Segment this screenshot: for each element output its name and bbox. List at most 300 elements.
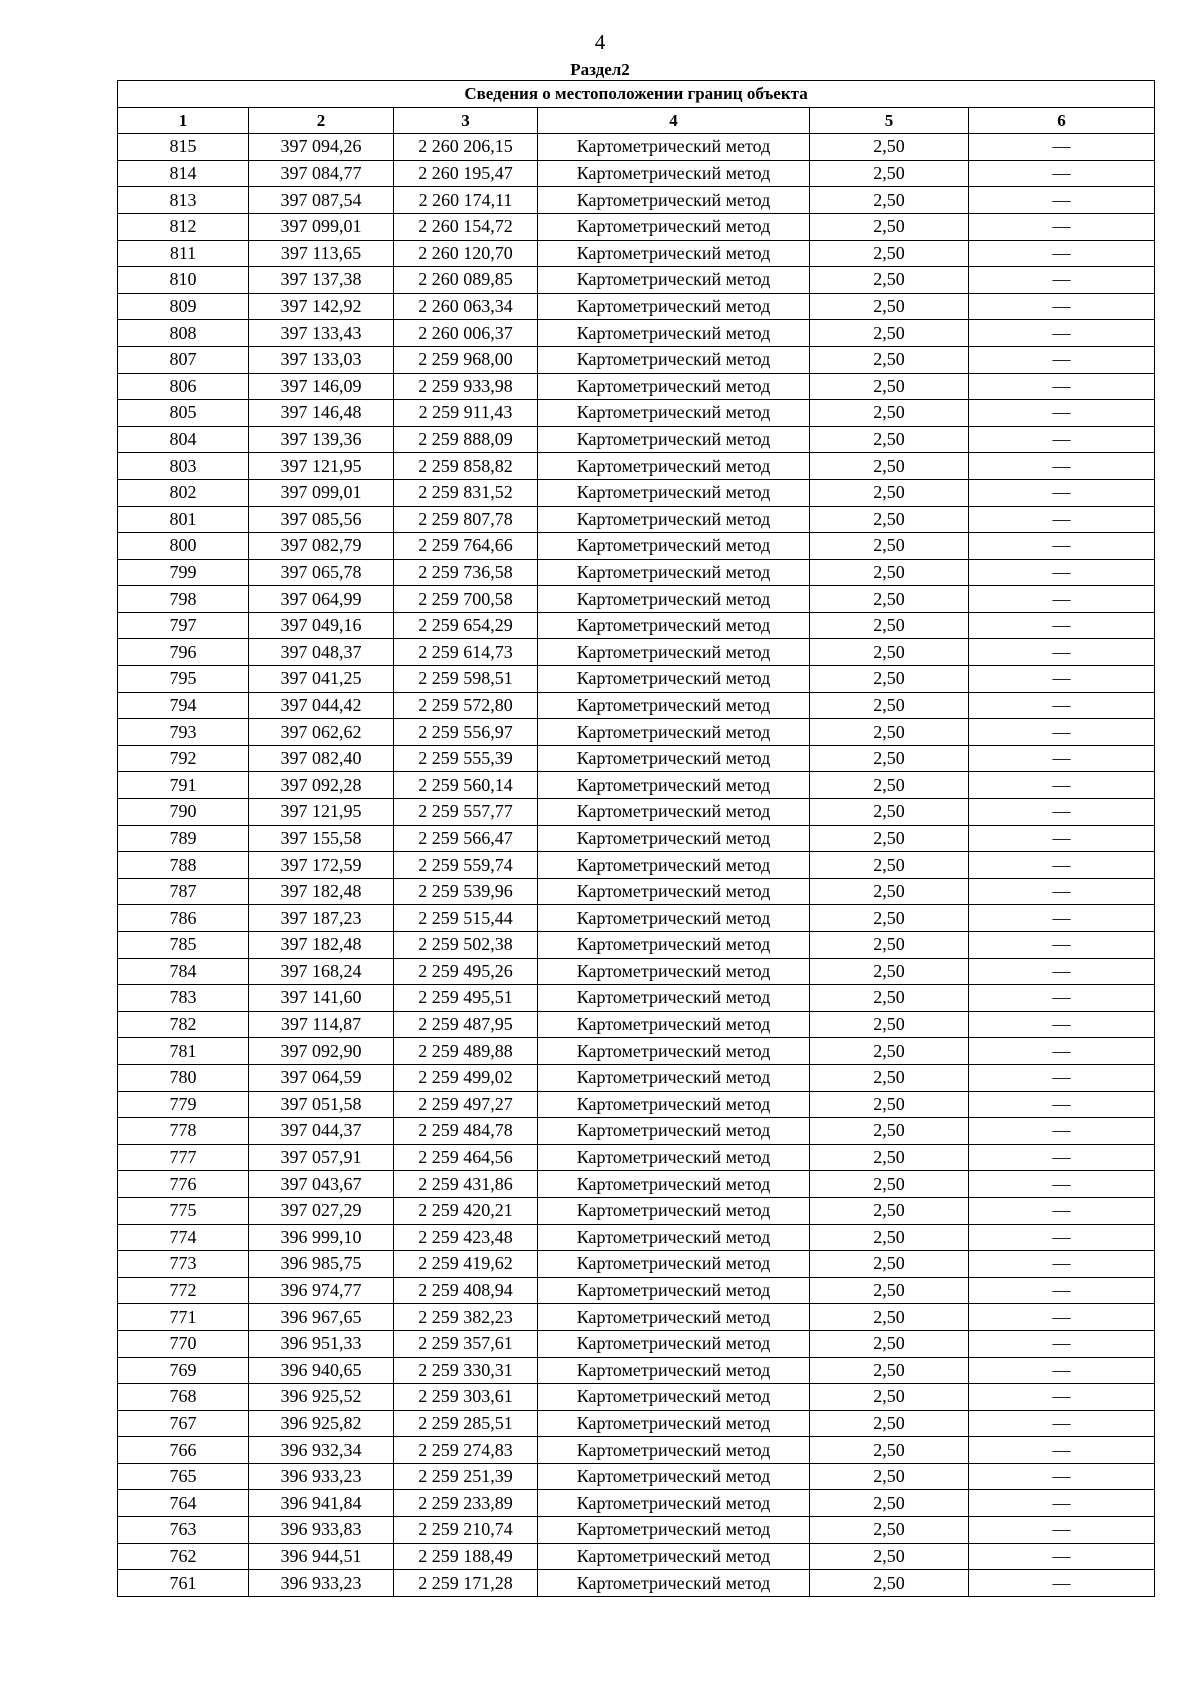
table-cell: —	[969, 1064, 1155, 1091]
table-cell: —	[969, 1171, 1155, 1198]
table-cell: 2 259 566,47	[394, 825, 538, 852]
table-cell: 2 259 502,38	[394, 932, 538, 959]
table-cell: —	[969, 692, 1155, 719]
table-cell: 2,50	[810, 1038, 969, 1065]
table-cell: 2 260 063,34	[394, 293, 538, 320]
table-cell: 397 044,42	[249, 692, 394, 719]
table-cell: 794	[118, 692, 249, 719]
table-cell: —	[969, 932, 1155, 959]
table-cell: 397 099,01	[249, 479, 394, 506]
table-cell: Картометрический метод	[538, 506, 810, 533]
table-cell: Картометрический метод	[538, 1118, 810, 1145]
table-cell: 396 967,65	[249, 1304, 394, 1331]
section-label: Раздел2	[570, 60, 630, 79]
table-cell: 397 133,03	[249, 346, 394, 373]
table-cell: 2 259 233,89	[394, 1490, 538, 1517]
table-cell: 396 985,75	[249, 1251, 394, 1278]
table-cell: —	[969, 240, 1155, 267]
table-cell: 396 933,23	[249, 1463, 394, 1490]
table-row	[118, 533, 1155, 560]
table-cell: 397 182,48	[249, 932, 394, 959]
table-cell: —	[969, 1277, 1155, 1304]
table-cell: 2,50	[810, 240, 969, 267]
page-number: 4	[594, 30, 606, 54]
table-cell: 396 951,33	[249, 1330, 394, 1357]
table-cell: 2 259 420,21	[394, 1197, 538, 1224]
table-cell: 396 999,10	[249, 1224, 394, 1251]
table-cell: Картометрический метод	[538, 1277, 810, 1304]
table-cell: —	[969, 506, 1155, 533]
table-cell: —	[969, 267, 1155, 294]
table-cell: 397 182,48	[249, 878, 394, 905]
table-cell: —	[969, 1251, 1155, 1278]
table-cell: 2,50	[810, 958, 969, 985]
table-row	[118, 1463, 1155, 1490]
table-cell: 2,50	[810, 905, 969, 932]
table-cell: Картометрический метод	[538, 1038, 810, 1065]
table-cell: 397 057,91	[249, 1144, 394, 1171]
table-cell: —	[969, 1490, 1155, 1517]
table-cell: 2 259 499,02	[394, 1064, 538, 1091]
table-cell: Картометрический метод	[538, 586, 810, 613]
table-cell: 2,50	[810, 639, 969, 666]
table-row	[118, 187, 1155, 214]
table-cell: 2,50	[810, 1410, 969, 1437]
table-cell: —	[969, 1304, 1155, 1331]
table-cell: 2 259 464,56	[394, 1144, 538, 1171]
table-row	[118, 1384, 1155, 1411]
table-row	[118, 1490, 1155, 1517]
table-cell: —	[969, 320, 1155, 347]
table-cell: Картометрический метод	[538, 1171, 810, 1198]
table-cell: 2,50	[810, 666, 969, 693]
table-cell: 2 259 559,74	[394, 852, 538, 879]
table-cell: —	[969, 346, 1155, 373]
table-cell: —	[969, 1437, 1155, 1464]
table-cell: 2,50	[810, 719, 969, 746]
table-cell: 2 259 654,29	[394, 612, 538, 639]
table-cell: 2 259 807,78	[394, 506, 538, 533]
boundary-coordinates-table	[117, 80, 1155, 1597]
table-cell: 397 099,01	[249, 213, 394, 240]
table-cell: 397 114,87	[249, 1011, 394, 1038]
table-cell: Картометрический метод	[538, 1410, 810, 1437]
table-cell: 2 259 171,28	[394, 1570, 538, 1597]
table-cell: —	[969, 1384, 1155, 1411]
table-cell: Картометрический метод	[538, 1570, 810, 1597]
table-cell: Картометрический метод	[538, 1064, 810, 1091]
table-cell: 2 259 911,43	[394, 400, 538, 427]
table-cell: Картометрический метод	[538, 1330, 810, 1357]
table-cell: —	[969, 1224, 1155, 1251]
table-cell: 397 133,43	[249, 320, 394, 347]
table-cell: —	[969, 293, 1155, 320]
table-cell: Картометрический метод	[538, 612, 810, 639]
table-cell: —	[969, 400, 1155, 427]
table-cell: 805	[118, 400, 249, 427]
table-cell: 2 259 614,73	[394, 639, 538, 666]
table-cell: —	[969, 958, 1155, 985]
table-cell: 2,50	[810, 426, 969, 453]
table-cell: 2 260 120,70	[394, 240, 538, 267]
table-cell: —	[969, 1357, 1155, 1384]
table-cell: 803	[118, 453, 249, 480]
table-cell: 2,50	[810, 1463, 969, 1490]
table-cell: 2 260 174,11	[394, 187, 538, 214]
table-cell: 2 259 489,88	[394, 1038, 538, 1065]
table-cell: 2 260 195,47	[394, 160, 538, 187]
table-cell: 397 049,16	[249, 612, 394, 639]
table-cell: —	[969, 1011, 1155, 1038]
table-row	[118, 267, 1155, 294]
table-row	[118, 958, 1155, 985]
table-cell: Картометрический метод	[538, 1011, 810, 1038]
table-cell: —	[969, 1038, 1155, 1065]
table-cell: 2 259 495,26	[394, 958, 538, 985]
table-cell: 2 259 431,86	[394, 1171, 538, 1198]
table-cell: 2,50	[810, 586, 969, 613]
table-cell: 802	[118, 479, 249, 506]
table-cell: Картометрический метод	[538, 905, 810, 932]
table-cell: 396 941,84	[249, 1490, 394, 1517]
table-row	[118, 1437, 1155, 1464]
table-row	[118, 240, 1155, 267]
table-cell: 2,50	[810, 453, 969, 480]
table-cell: 396 940,65	[249, 1357, 394, 1384]
table-cell: 396 974,77	[249, 1277, 394, 1304]
table-row	[118, 1304, 1155, 1331]
table-cell: Картометрический метод	[538, 1517, 810, 1544]
table-cell: 2,50	[810, 1064, 969, 1091]
table-cell: 2,50	[810, 1197, 969, 1224]
table-cell: 2,50	[810, 346, 969, 373]
table-cell: 2,50	[810, 1011, 969, 1038]
table-cell: Картометрический метод	[538, 719, 810, 746]
table-cell: 2 260 089,85	[394, 267, 538, 294]
table-cell: —	[969, 852, 1155, 879]
table-cell: Картометрический метод	[538, 958, 810, 985]
table-row	[118, 1570, 1155, 1597]
table-cell: Картометрический метод	[538, 666, 810, 693]
table-cell: Картометрический метод	[538, 692, 810, 719]
table-cell: 397 041,25	[249, 666, 394, 693]
table-cell: 2 259 330,31	[394, 1357, 538, 1384]
table-cell: 2 259 736,58	[394, 559, 538, 586]
table-cell: —	[969, 479, 1155, 506]
table-cell: 2,50	[810, 932, 969, 959]
table-cell: 397 064,59	[249, 1064, 394, 1091]
table-cell: 397 084,77	[249, 160, 394, 187]
table-cell: 396 932,34	[249, 1437, 394, 1464]
table-cell: 397 155,58	[249, 825, 394, 852]
table-cell: Картометрический метод	[538, 479, 810, 506]
table-cell: Картометрический метод	[538, 825, 810, 852]
table-cell: 789	[118, 825, 249, 852]
table-cell: 2 259 888,09	[394, 426, 538, 453]
table-cell: —	[969, 1091, 1155, 1118]
table-cell: Картометрический метод	[538, 1384, 810, 1411]
table-cell: 2 259 556,97	[394, 719, 538, 746]
table-cell: 396 944,51	[249, 1543, 394, 1570]
table-cell: 2 259 539,96	[394, 878, 538, 905]
table-row	[118, 878, 1155, 905]
table-cell: 2 259 495,51	[394, 985, 538, 1012]
table-row	[118, 320, 1155, 347]
table-cell: 761	[118, 1570, 249, 1597]
table-row	[118, 1038, 1155, 1065]
table-cell: —	[969, 213, 1155, 240]
table-cell: 2 259 700,58	[394, 586, 538, 613]
table-cell: 2 259 419,62	[394, 1251, 538, 1278]
table-row	[118, 932, 1155, 959]
table-cell: —	[969, 639, 1155, 666]
table-cell: 811	[118, 240, 249, 267]
table-cell: —	[969, 799, 1155, 826]
table-cell: 397 137,38	[249, 267, 394, 294]
table-cell: —	[969, 160, 1155, 187]
table-cell: 2 259 303,61	[394, 1384, 538, 1411]
table-cell: 762	[118, 1543, 249, 1570]
table-cell: 787	[118, 878, 249, 905]
table-cell: 809	[118, 293, 249, 320]
table-cell: 796	[118, 639, 249, 666]
table-cell: 777	[118, 1144, 249, 1171]
table-cell: —	[969, 1197, 1155, 1224]
table-cell: —	[969, 187, 1155, 214]
table-cell: —	[969, 453, 1155, 480]
table-cell: 2,50	[810, 1118, 969, 1145]
table-cell: Картометрический метод	[538, 373, 810, 400]
table-cell: —	[969, 1330, 1155, 1357]
table-cell: 397 065,78	[249, 559, 394, 586]
table-cell: 780	[118, 1064, 249, 1091]
table-cell: 2,50	[810, 1384, 969, 1411]
table-cell: 2,50	[810, 267, 969, 294]
table-cell: —	[969, 426, 1155, 453]
table-cell: 396 933,83	[249, 1517, 394, 1544]
table-cell: Картометрический метод	[538, 400, 810, 427]
table-cell: Картометрический метод	[538, 1437, 810, 1464]
table-cell: 397 044,37	[249, 1118, 394, 1145]
table-row	[118, 1224, 1155, 1251]
table-cell: Картометрический метод	[538, 985, 810, 1012]
table-cell: Картометрический метод	[538, 293, 810, 320]
table-cell: 2,50	[810, 1277, 969, 1304]
table-row	[118, 346, 1155, 373]
table-cell: 397 094,26	[249, 134, 394, 161]
table-cell: 396 925,82	[249, 1410, 394, 1437]
table-cell: 397 087,54	[249, 187, 394, 214]
table-cell: Картометрический метод	[538, 426, 810, 453]
table-cell: —	[969, 719, 1155, 746]
table-row	[118, 479, 1155, 506]
table-cell: 2,50	[810, 745, 969, 772]
table-cell: 2,50	[810, 1517, 969, 1544]
table-cell: 2,50	[810, 1490, 969, 1517]
table-cell: Картометрический метод	[538, 1490, 810, 1517]
table-cell: 397 146,48	[249, 400, 394, 427]
table-cell: 397 064,99	[249, 586, 394, 613]
table-cell: Картометрический метод	[538, 453, 810, 480]
table-cell: Картометрический метод	[538, 1304, 810, 1331]
table-cell: —	[969, 1144, 1155, 1171]
table-cell: —	[969, 905, 1155, 932]
table-cell: 806	[118, 373, 249, 400]
table-cell: —	[969, 134, 1155, 161]
table-cell: 810	[118, 267, 249, 294]
table-cell: 2 259 285,51	[394, 1410, 538, 1437]
table-cell: —	[969, 1543, 1155, 1570]
table-cell: 2,50	[810, 1330, 969, 1357]
table-cell: 396 933,23	[249, 1570, 394, 1597]
table-row	[118, 1251, 1155, 1278]
table-cell: 2,50	[810, 852, 969, 879]
table-row	[118, 852, 1155, 879]
table-cell: 2,50	[810, 1144, 969, 1171]
table-cell: 2,50	[810, 1357, 969, 1384]
table-cell: Картометрический метод	[538, 1224, 810, 1251]
table-cell: 397 082,40	[249, 745, 394, 772]
table-cell: 767	[118, 1410, 249, 1437]
table-cell: Картометрический метод	[538, 852, 810, 879]
table-cell: 2,50	[810, 400, 969, 427]
table-cell: 764	[118, 1490, 249, 1517]
table-row	[118, 692, 1155, 719]
table-cell: 397 146,09	[249, 373, 394, 400]
table-row	[118, 666, 1155, 693]
table-row	[118, 1543, 1155, 1570]
table-cell: 766	[118, 1437, 249, 1464]
table-cell: 786	[118, 905, 249, 932]
table-cell: 2,50	[810, 1091, 969, 1118]
table-cell: —	[969, 878, 1155, 905]
table-row	[118, 1517, 1155, 1544]
column-header: 6	[969, 107, 1155, 134]
table-row	[118, 1118, 1155, 1145]
table-cell: 2,50	[810, 692, 969, 719]
table-cell: 807	[118, 346, 249, 373]
table-cell: Картометрический метод	[538, 559, 810, 586]
table-cell: 2,50	[810, 1570, 969, 1597]
table-cell: 769	[118, 1357, 249, 1384]
table-cell: Картометрический метод	[538, 134, 810, 161]
column-header: 2	[249, 107, 394, 134]
table-cell: 2,50	[810, 533, 969, 560]
table-cell: 397 141,60	[249, 985, 394, 1012]
table-cell: 397 172,59	[249, 852, 394, 879]
table-cell: Картометрический метод	[538, 160, 810, 187]
table-cell: 776	[118, 1171, 249, 1198]
table-cell: 2 259 497,27	[394, 1091, 538, 1118]
table-cell: Картометрический метод	[538, 1091, 810, 1118]
table-cell: 2 260 206,15	[394, 134, 538, 161]
table-row	[118, 506, 1155, 533]
table-row	[118, 825, 1155, 852]
table-cell: Картометрический метод	[538, 213, 810, 240]
table-cell: —	[969, 825, 1155, 852]
table-cell: 397 027,29	[249, 1197, 394, 1224]
table-cell: 813	[118, 187, 249, 214]
table-row	[118, 586, 1155, 613]
table-cell: 397 062,62	[249, 719, 394, 746]
table-cell: —	[969, 586, 1155, 613]
table-row	[118, 1144, 1155, 1171]
table-cell: 2 259 560,14	[394, 772, 538, 799]
table-cell: 2,50	[810, 160, 969, 187]
table-cell: Картометрический метод	[538, 1357, 810, 1384]
table-cell: 784	[118, 958, 249, 985]
table-cell: 779	[118, 1091, 249, 1118]
table-cell: 2 259 274,83	[394, 1437, 538, 1464]
table-row	[118, 612, 1155, 639]
table-cell: —	[969, 1118, 1155, 1145]
table-cell: 2,50	[810, 612, 969, 639]
table-cell: 785	[118, 932, 249, 959]
table-cell: 804	[118, 426, 249, 453]
table-row	[118, 160, 1155, 187]
table-cell: 2 259 382,23	[394, 1304, 538, 1331]
table-cell: 2,50	[810, 825, 969, 852]
table-cell: 799	[118, 559, 249, 586]
table-cell: 2 259 933,98	[394, 373, 538, 400]
table-caption-row	[118, 81, 1155, 108]
table-row	[118, 905, 1155, 932]
table-cell: 2 259 764,66	[394, 533, 538, 560]
table-row	[118, 1357, 1155, 1384]
table-cell: 791	[118, 772, 249, 799]
table-cell: Картометрический метод	[538, 878, 810, 905]
table-cell: Картометрический метод	[538, 267, 810, 294]
table-cell: 801	[118, 506, 249, 533]
table-cell: 782	[118, 1011, 249, 1038]
table-cell: 2 259 557,77	[394, 799, 538, 826]
table-cell: Картометрический метод	[538, 1463, 810, 1490]
table-cell: —	[969, 559, 1155, 586]
table-cell: 808	[118, 320, 249, 347]
table-cell: 2 260 006,37	[394, 320, 538, 347]
table-cell: 790	[118, 799, 249, 826]
table-cell: 2,50	[810, 187, 969, 214]
table-cell: 775	[118, 1197, 249, 1224]
table-cell: 397 082,79	[249, 533, 394, 560]
table-cell: Картометрический метод	[538, 1251, 810, 1278]
table-cell: —	[969, 1517, 1155, 1544]
table-cell: 773	[118, 1251, 249, 1278]
table-cell: 772	[118, 1277, 249, 1304]
table-cell: 2,50	[810, 134, 969, 161]
table-cell: —	[969, 1410, 1155, 1437]
table-row	[118, 453, 1155, 480]
table-cell: 2,50	[810, 772, 969, 799]
table-row	[118, 719, 1155, 746]
table-cell: —	[969, 772, 1155, 799]
table-cell: 397 048,37	[249, 639, 394, 666]
table-cell: 2 259 858,82	[394, 453, 538, 480]
table-cell: 397 092,90	[249, 1038, 394, 1065]
table-cell: 397 139,36	[249, 426, 394, 453]
table-row	[118, 213, 1155, 240]
table-cell: 815	[118, 134, 249, 161]
table-cell: 2,50	[810, 1171, 969, 1198]
table-cell: 781	[118, 1038, 249, 1065]
column-header: 4	[538, 107, 810, 134]
table-cell: Картометрический метод	[538, 745, 810, 772]
table-row	[118, 745, 1155, 772]
table-cell: —	[969, 373, 1155, 400]
table-cell: 2 259 210,74	[394, 1517, 538, 1544]
table-cell: 2,50	[810, 293, 969, 320]
table-cell: 2 259 968,00	[394, 346, 538, 373]
